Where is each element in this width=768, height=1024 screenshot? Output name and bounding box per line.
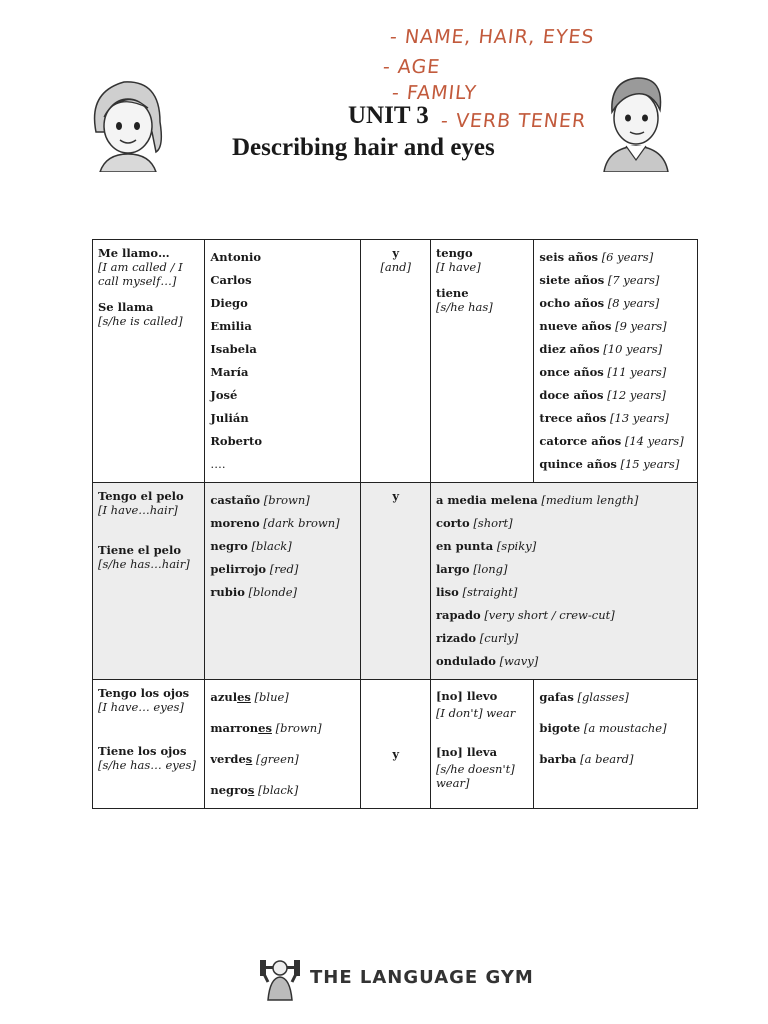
phrase-es: Tengo los ojos xyxy=(98,686,190,700)
verb-es: [no] lleva xyxy=(435,745,498,759)
verb-es: [no] llevo xyxy=(435,689,498,703)
conjunction-en: [and] xyxy=(380,260,412,274)
list-item: once años [11 years] xyxy=(539,365,667,379)
list-item: catorce años [14 years] xyxy=(539,434,684,448)
list-item: quince años [15 years] xyxy=(539,457,680,471)
cell-ages xyxy=(534,240,698,483)
brand-name: THE LANGUAGE GYM xyxy=(310,966,534,988)
girl-avatar-icon xyxy=(86,72,168,172)
list-item: azules [blue] xyxy=(210,690,289,704)
list-item: Isabela xyxy=(210,342,257,356)
list-item: en punta [spiky] xyxy=(435,539,537,553)
list-item: rapado [very short / crew-cut] xyxy=(435,608,615,622)
list-item: diez años [10 years] xyxy=(539,342,663,356)
list-item: trece años [13 years] xyxy=(539,411,669,425)
phrase-en: [s/he has… eyes] xyxy=(98,758,196,772)
cell-hair-styles xyxy=(430,483,697,680)
unit-label: UNIT 3 xyxy=(348,102,429,129)
phrase-es: Tiene los ojos xyxy=(98,744,187,758)
verb-es: tengo xyxy=(435,246,473,260)
handwritten-note-family: - FAMILY xyxy=(390,82,478,104)
phrase-es: Tengo el pelo xyxy=(98,489,184,503)
handwritten-note-age: - AGE xyxy=(381,56,442,78)
list-item: moreno [dark brown] xyxy=(210,516,340,530)
cell-hair-colors xyxy=(205,483,361,680)
list-item: Carlos xyxy=(210,273,252,287)
list-item: Emilia xyxy=(210,319,252,333)
phrase-en: [s/he has…hair] xyxy=(98,557,190,571)
boy-avatar-icon xyxy=(600,70,672,172)
verb-en: [s/he has] xyxy=(435,300,493,314)
list-item: rizado [curly] xyxy=(435,631,519,645)
list-item: doce años [12 years] xyxy=(539,388,666,402)
cell-eye-colors xyxy=(205,680,361,809)
list-item: marrones [brown] xyxy=(210,721,322,735)
vocabulary-table xyxy=(92,239,698,809)
list-item: rubio [blonde] xyxy=(210,585,298,599)
list-item: a media melena [medium length] xyxy=(435,493,639,507)
phrase-en: [I am called / I call myself…] xyxy=(98,260,183,288)
list-item: …. xyxy=(210,457,226,471)
list-item: castaño [brown] xyxy=(210,493,310,507)
list-item: María xyxy=(210,365,249,379)
weightlifter-logo-icon xyxy=(258,952,302,1002)
list-item: Antonio xyxy=(210,250,262,264)
table-row-eyes xyxy=(93,680,698,809)
phrase-en: [I have…hair] xyxy=(98,503,178,517)
list-item: gafas [glasses] xyxy=(539,690,629,704)
verb-en: [s/he doesn't] wear] xyxy=(435,762,515,790)
list-item: ocho años [8 years] xyxy=(539,296,660,310)
handwritten-note-name-hair-eyes: - NAME, HAIR, EYES xyxy=(388,26,596,48)
phrase-en: [s/he is called] xyxy=(98,314,183,328)
conjunction-es: y xyxy=(392,489,400,503)
list-item: Julián xyxy=(210,411,249,425)
conjunction-es: y xyxy=(392,246,400,260)
list-item: nueve años [9 years] xyxy=(539,319,667,333)
cell-wear-verbs xyxy=(430,680,533,809)
phrase-es: Tiene el pelo xyxy=(98,543,182,557)
list-item: verdes [green] xyxy=(210,752,299,766)
list-item: seis años [6 years] xyxy=(539,250,654,264)
cell-eye-phrases xyxy=(93,680,205,809)
page-title: Describing hair and eyes xyxy=(232,134,495,161)
list-item: siete años [7 years] xyxy=(539,273,660,287)
list-item: barba [a beard] xyxy=(539,752,634,766)
cell-conjunction xyxy=(361,240,430,483)
list-item: bigote [a moustache] xyxy=(539,721,667,735)
cell-names xyxy=(205,240,361,483)
cell-verbs xyxy=(430,240,533,483)
cell-hair-phrases xyxy=(93,483,205,680)
list-item: corto [short] xyxy=(435,516,513,530)
cell-items xyxy=(534,680,698,809)
list-item: pelirrojo [red] xyxy=(210,562,299,576)
phrase-es: Me llamo… xyxy=(98,246,170,260)
phrase-en: [I have… eyes] xyxy=(98,700,184,714)
verb-en: [I have] xyxy=(435,260,481,274)
list-item: Diego xyxy=(210,296,248,310)
table-row-hair xyxy=(93,483,698,680)
cell-conjunction xyxy=(361,483,430,680)
list-item: Roberto xyxy=(210,434,263,448)
conjunction-es: y xyxy=(392,747,400,761)
verb-en: [I don't] wear xyxy=(435,706,516,720)
phrase-es: Se llama xyxy=(98,300,154,314)
cell-conjunction xyxy=(361,680,430,809)
list-item: ondulado [wavy] xyxy=(435,654,539,668)
footer-logo xyxy=(258,952,534,1002)
table-row-name-age xyxy=(93,240,698,483)
handwritten-note-verb-tener: - VERB TENER xyxy=(439,110,588,132)
list-item: negros [black] xyxy=(210,783,299,797)
list-item: José xyxy=(210,388,238,402)
list-item: negro [black] xyxy=(210,539,292,553)
list-item: liso [straight] xyxy=(435,585,518,599)
verb-es: tiene xyxy=(435,286,469,300)
cell-name-phrases xyxy=(93,240,205,483)
list-item: largo [long] xyxy=(435,562,508,576)
